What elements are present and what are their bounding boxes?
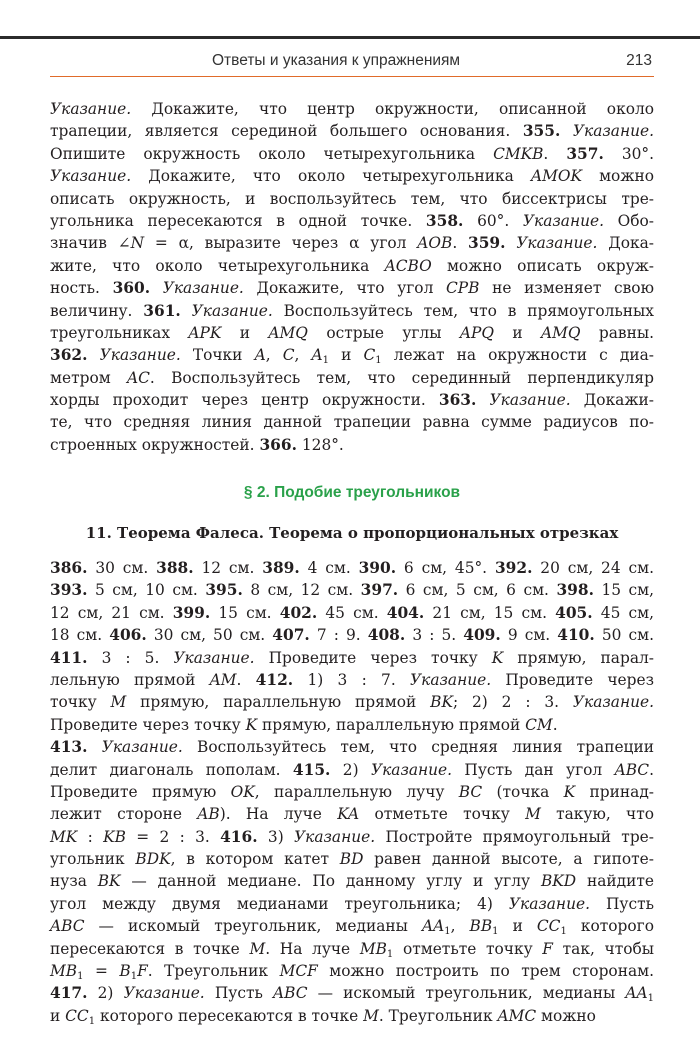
italic-text: Указание.: [294, 827, 376, 846]
text-run: такую, что: [540, 805, 655, 824]
text-run: , параллельную лучу: [254, 782, 459, 801]
text-line: [50, 602, 654, 624]
text-run: — искомый треугольник, медианы: [307, 984, 626, 1003]
text-run: ,: [450, 917, 470, 936]
text-run: Воспользуйтесь тем, что средняя линия трапеции: [182, 738, 654, 757]
text-run: Проведите через: [491, 670, 654, 689]
text-run: можно: [581, 167, 655, 186]
italic-text: MB: [50, 962, 78, 981]
text-line: [50, 232, 654, 254]
text-run: так, чтобы: [552, 939, 654, 958]
exercise-number: 389.: [262, 559, 300, 577]
text-run: Обо-: [604, 211, 654, 230]
text-run: Точки: [180, 346, 255, 365]
text-run: Опишите окружность около четырехугольника: [50, 144, 494, 163]
italic-text: ABC: [50, 917, 85, 936]
text-run: прямую, параллельную прямой: [257, 715, 526, 734]
text-run: те, что средняя линия данной трапеции равна сумме радиусов по-: [50, 413, 654, 432]
text-run: 60°.: [463, 211, 523, 230]
text-run: . На луче: [265, 939, 360, 958]
text-line: [50, 781, 654, 803]
italic-text: CC: [536, 917, 561, 936]
section-title: § 2. Подобие треугольников: [243, 484, 461, 501]
italic-text: Указание.: [50, 100, 132, 118]
italic-text: BC: [458, 782, 483, 801]
italic-text: BK: [430, 693, 453, 712]
text-run: 1) 3 : 7.: [293, 670, 411, 689]
text-run: 30°.: [603, 144, 654, 163]
exercise-number: 386.: [50, 559, 88, 577]
text-line: [50, 579, 654, 601]
text-line: [50, 647, 654, 669]
exercise-number: 416.: [220, 827, 258, 846]
text-line: [50, 143, 654, 165]
exercise-number: 363.: [438, 391, 477, 410]
text-run: угол между двумя медианами треугольника; 4): [50, 894, 509, 913]
text-line: [50, 188, 654, 210]
text-run: принад-: [575, 782, 654, 801]
text-line: [50, 210, 654, 232]
text-run: Постройте прямоугольный тре-: [375, 827, 654, 846]
exercise-number: 388.: [156, 559, 194, 577]
text-line: [50, 389, 654, 411]
exercise-number: 355.: [522, 122, 561, 141]
text-run: .: [649, 760, 654, 779]
exercise-number: 361.: [143, 301, 181, 320]
text-run: .: [452, 234, 469, 253]
text-run: значив ∠: [50, 234, 131, 253]
text-line: [50, 915, 654, 937]
text-run: ,: [265, 346, 283, 365]
italic-text: AOB: [417, 234, 453, 253]
exercise-number: 357.: [566, 144, 604, 163]
exercise-number: 402.: [279, 603, 318, 622]
text-run: = 2 : 3.: [125, 827, 221, 846]
italic-text: Указание.: [123, 984, 205, 1003]
text-run: Проведите через точку: [50, 715, 246, 734]
text-line: [50, 691, 654, 713]
italic-text: MK: [50, 827, 78, 846]
text-run: и: [498, 917, 537, 936]
text-run: [476, 391, 489, 409]
italic-text: BK: [97, 872, 121, 891]
top-rule: [0, 36, 700, 39]
italic-text: Указание.: [522, 211, 604, 230]
exercise-number: 393.: [50, 581, 88, 600]
text-line: [50, 1005, 654, 1027]
exercise-number: 397.: [360, 581, 399, 600]
exercise-number: 405.: [555, 603, 593, 622]
text-run: равен данной высоте, а гипоте-: [363, 850, 654, 869]
text-line: [50, 960, 654, 982]
text-line: [50, 300, 654, 322]
text-line: [50, 344, 654, 366]
italic-text: A: [311, 346, 323, 365]
text-run: Докажите, что центр окружности, описанной около: [131, 100, 654, 118]
text-run: 9 см.: [500, 626, 558, 645]
text-run: [506, 234, 517, 252]
text-run: =: [83, 962, 120, 981]
text-run: пересекаются в точке: [50, 939, 250, 958]
text-line: [50, 98, 654, 120]
italic-text: CC: [65, 1006, 89, 1025]
italic-text: AMC: [497, 1006, 537, 1025]
text-run: ; 2) 2 : 3.: [452, 693, 573, 712]
text-run: отметьте точку: [393, 939, 543, 958]
italic-text: C: [363, 346, 376, 365]
italic-text: Указание.: [572, 122, 654, 141]
page-number: 213: [626, 52, 652, 69]
italic-text: CPB: [445, 279, 480, 298]
text-run: 3 : 5.: [405, 626, 464, 645]
running-head-title: Ответы и указания к упражнениям: [212, 52, 461, 69]
exercise-number: 358.: [425, 211, 464, 230]
text-line: [50, 803, 654, 825]
italic-text: Указание.: [489, 391, 571, 410]
text-run: прямую, парал-: [503, 648, 654, 667]
text-run: не изменяет свою: [479, 279, 654, 298]
italic-text: AA: [625, 984, 648, 1003]
exercise-number: 415.: [292, 760, 331, 779]
text-line: [50, 826, 654, 848]
text-run: треугольниках: [50, 323, 189, 342]
text-line: [50, 848, 654, 870]
text-run: 15 см,: [593, 581, 655, 600]
italic-text: AMQ: [268, 323, 308, 342]
text-run: 50 см.: [594, 626, 654, 645]
text-run: [150, 279, 163, 297]
answers-block-2: [50, 557, 654, 1027]
text-run: величину.: [50, 301, 144, 320]
italic-text: Указание.: [173, 648, 255, 667]
italic-text: BDK: [135, 850, 171, 869]
italic-text: N: [130, 234, 145, 253]
text-run: и: [329, 346, 364, 365]
italic-text: MB: [359, 939, 387, 958]
italic-text: M: [525, 805, 541, 824]
text-run: ность.: [50, 279, 113, 298]
text-run: найдите: [576, 872, 655, 891]
text-run: 45 см.: [317, 603, 387, 622]
exercise-number: 407.: [272, 626, 310, 645]
text-run: 21 см, 15 см.: [424, 603, 556, 622]
text-run: и: [50, 1006, 66, 1025]
text-run: [181, 302, 192, 320]
italic-text: OK: [230, 782, 255, 801]
text-run: :: [77, 827, 104, 846]
text-run: 8 см, 12 см.: [242, 581, 361, 600]
exercise-number: 362.: [50, 346, 88, 365]
exercise-number: 406.: [109, 626, 147, 645]
italic-text: APK: [188, 323, 222, 342]
subscript: 1: [386, 948, 394, 960]
subscript: 1: [375, 355, 382, 367]
text-line: [50, 367, 654, 389]
text-run: .: [236, 670, 256, 689]
italic-text: Указание.: [99, 346, 181, 365]
text-line: [50, 557, 654, 579]
italic-text: Указание.: [572, 693, 655, 712]
text-run: отметьте точку: [359, 805, 526, 824]
exercise-number: 366.: [259, 435, 297, 454]
text-line: [50, 669, 654, 691]
running-header: [50, 50, 654, 77]
exercise-number: 360.: [112, 279, 151, 298]
text-line: [50, 434, 654, 456]
subsection-title: 11. Теорема Фалеса. Теорема о пропорциональных отрезках: [85, 524, 619, 542]
text-run: которого: [566, 917, 654, 936]
text-run: Докажи-: [570, 391, 654, 410]
italic-text: ABC: [614, 760, 650, 779]
text-run: 30 см, 50 см.: [146, 626, 273, 645]
subscript: 1: [77, 971, 84, 983]
exercise-number: 413.: [50, 738, 88, 757]
text-run: .: [552, 715, 558, 734]
italic-text: M: [249, 939, 266, 958]
text-run: — искомый треугольник, медианы: [84, 917, 422, 936]
exercise-number: 411.: [50, 648, 88, 667]
italic-text: F: [137, 962, 148, 981]
text-run: Докажите, что около четырехугольника: [131, 167, 531, 186]
italic-text: AMOK: [530, 167, 582, 186]
italic-text: Указание.: [162, 279, 244, 298]
text-line: [50, 277, 654, 299]
text-run: делит диагональ пополам.: [50, 760, 293, 779]
italic-text: ABC: [272, 984, 308, 1003]
text-run: и: [221, 323, 269, 342]
italic-text: M: [363, 1006, 379, 1025]
text-line: [50, 120, 654, 142]
text-run: — данной медиане. По данному углу и углу: [120, 872, 541, 891]
text-run: [88, 738, 102, 756]
text-run: . Треугольник: [147, 962, 280, 981]
text-run: 45 см,: [592, 603, 654, 622]
exercise-number: 359.: [468, 234, 506, 253]
text-run: 128°.: [296, 435, 344, 454]
italic-text: ACBO: [384, 256, 432, 275]
italic-text: CMKB: [493, 144, 544, 163]
text-run: Пусть: [589, 894, 654, 913]
exercise-number: 408.: [367, 626, 406, 645]
text-run: 2): [87, 984, 124, 1003]
text-run: равны.: [580, 323, 654, 342]
italic-text: MCF: [279, 962, 318, 981]
exercise-number: 417.: [50, 984, 88, 1003]
text-run: точку: [50, 693, 111, 712]
italic-text: BD: [339, 850, 364, 869]
text-run: 12 см.: [193, 559, 263, 577]
text-run: Проведите через точку: [254, 648, 492, 667]
text-line: [50, 624, 654, 646]
italic-text: BB: [469, 917, 493, 936]
italic-text: A: [254, 346, 266, 365]
italic-text: AMQ: [541, 323, 581, 342]
text-run: 6 см, 45°.: [396, 559, 495, 577]
italic-text: M: [110, 693, 127, 712]
italic-text: K: [491, 648, 504, 667]
text-line: [50, 322, 654, 344]
text-run: лельную прямой: [50, 670, 210, 689]
text-run: 5 см, 10 см.: [87, 581, 206, 600]
text-run: , в котором катет: [170, 850, 340, 869]
exercise-number: 399.: [172, 603, 211, 622]
text-run: лежит стороне: [50, 805, 198, 824]
italic-text: KA: [337, 805, 360, 824]
text-run: 18 см.: [50, 626, 110, 645]
text-run: можно описать окруж-: [431, 256, 654, 275]
text-line: [50, 714, 654, 736]
text-run: нуза: [50, 872, 98, 891]
text-run: . Воспользуйтесь тем, что серединный перпендикуляр: [149, 368, 654, 387]
text-run: 6 см, 5 см, 6 см.: [398, 581, 557, 600]
text-line: [50, 759, 654, 781]
italic-text: F: [542, 939, 553, 958]
subscript: 1: [560, 926, 567, 938]
text-run: [88, 346, 100, 364]
text-run: угольника пересекаются в одной точке.: [50, 211, 426, 230]
italic-text: B: [119, 962, 131, 981]
italic-text: K: [245, 715, 258, 734]
text-run: строенных окружностей.: [50, 435, 260, 454]
text-run: Докажите, что угол: [243, 279, 446, 298]
text-run: прямую, параллельную прямой: [126, 693, 431, 712]
text-line: [50, 736, 654, 758]
italic-text: Указание.: [370, 760, 453, 779]
text-run: ). На луче: [219, 805, 338, 824]
text-line: [50, 255, 654, 277]
text-run: Воспользуйтесь тем, что в прямоугольных: [272, 301, 654, 320]
text-run: можно: [536, 1006, 596, 1025]
text-run: . Треугольник: [378, 1006, 498, 1025]
italic-text: AM: [209, 670, 237, 689]
answers-block-1: [50, 98, 654, 456]
text-line: [50, 870, 654, 892]
exercise-number: 412.: [255, 670, 294, 689]
subscript: 1: [88, 1015, 96, 1027]
italic-text: BKD: [540, 872, 577, 891]
italic-text: Указание.: [50, 167, 132, 186]
italic-text: AA: [421, 917, 445, 936]
text-run: метром: [50, 368, 127, 387]
text-run: 7 : 9.: [309, 626, 368, 645]
exercise-number: 404.: [386, 603, 425, 622]
text-run: 3): [257, 827, 295, 846]
text-run: жите, что около четырехугольника: [50, 256, 385, 275]
text-run: 4 см.: [299, 559, 359, 577]
italic-text: Указание.: [410, 670, 492, 689]
exercise-number: 390.: [358, 559, 397, 577]
text-run: хорды проходит через центр окружности.: [50, 391, 439, 410]
text-run: 15 см.: [210, 603, 280, 622]
text-run: угольник: [50, 850, 136, 869]
text-run: 3 : 5.: [87, 648, 174, 667]
italic-text: C: [282, 346, 295, 365]
text-line: [50, 165, 654, 187]
text-run: Проведите прямую: [50, 782, 231, 801]
subscript: 1: [647, 993, 654, 1005]
text-run: = α, выразите через α угол: [144, 234, 418, 253]
exercise-number: 395.: [205, 581, 243, 600]
text-run: 30 см.: [87, 559, 157, 577]
text-line: [50, 938, 654, 960]
text-run: Пусть дан угол: [452, 760, 615, 779]
italic-text: KB: [103, 827, 126, 846]
text-run: 2): [330, 760, 371, 779]
subscript: 1: [444, 926, 451, 938]
text-run: острые углы: [307, 323, 460, 342]
italic-text: Указание.: [508, 894, 590, 913]
exercise-number: 410.: [557, 626, 595, 645]
italic-text: AC: [127, 368, 150, 387]
text-run: которого пересекаются в точке: [95, 1006, 364, 1025]
subscript: 1: [322, 355, 329, 367]
exercise-number: 392.: [494, 559, 533, 577]
subscript: 1: [492, 926, 499, 938]
italic-text: Указание.: [101, 738, 183, 757]
text-run: [560, 122, 573, 140]
text-run: Дока-: [597, 234, 654, 253]
text-run: трапеции, является серединой большего основания.: [50, 122, 523, 141]
text-line: [50, 411, 654, 433]
subscript: 1: [130, 971, 138, 983]
text-line: [50, 982, 654, 1004]
text-run: 12 см, 21 см.: [50, 603, 173, 622]
exercise-number: 398.: [556, 581, 594, 600]
text-run: описать окружность, и воспользуйтесь тем, что биссектрисы тре-: [50, 189, 654, 208]
text-run: Пусть: [204, 984, 273, 1003]
text-run: .: [543, 144, 567, 163]
italic-text: Указание.: [516, 234, 598, 253]
italic-text: AB: [197, 805, 220, 824]
italic-text: K: [563, 782, 576, 801]
italic-text: Указание.: [191, 301, 273, 320]
text-run: можно построить по трем сторонам.: [317, 962, 654, 981]
text-line: [50, 893, 654, 915]
text-run: (точка: [482, 782, 564, 801]
text-run: ,: [294, 346, 312, 365]
exercise-number: 409.: [463, 626, 501, 645]
text-run: лежат на окружности с диа-: [381, 346, 654, 365]
text-run: и: [493, 323, 541, 342]
italic-text: CM: [525, 715, 553, 734]
italic-text: APQ: [459, 323, 494, 342]
text-run: 20 см, 24 см.: [532, 559, 654, 577]
